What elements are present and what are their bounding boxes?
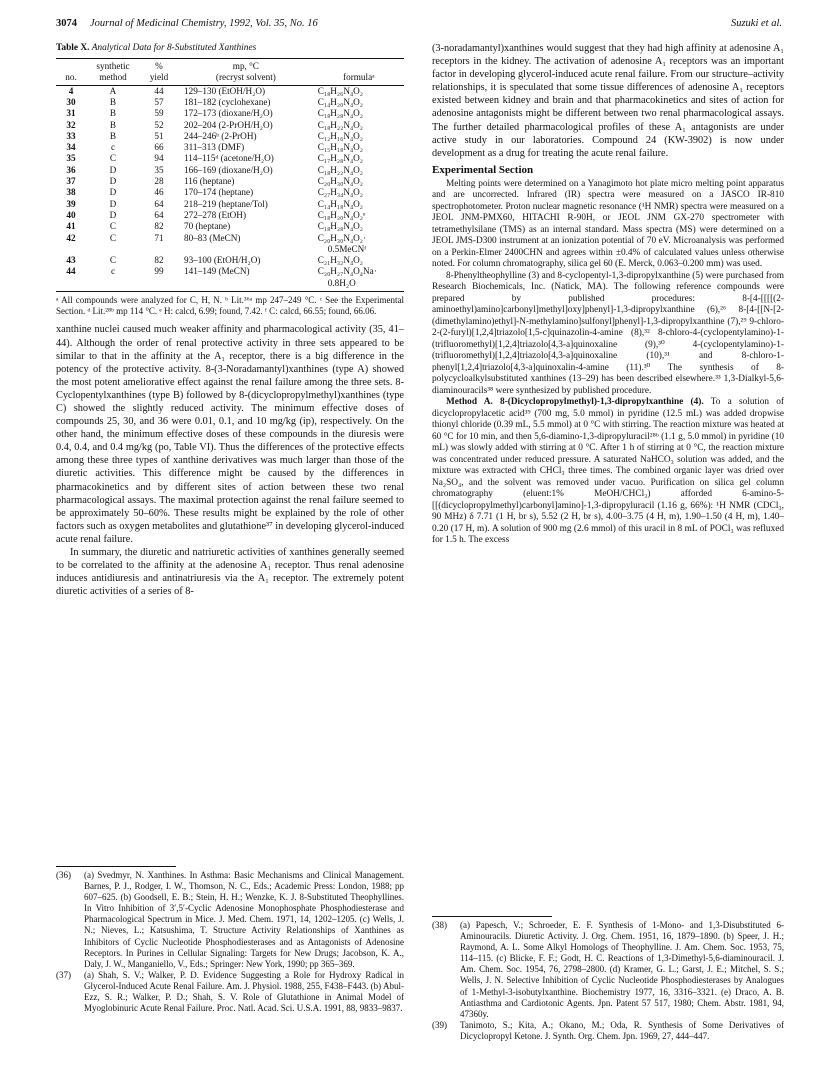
cell-method: c <box>110 142 116 153</box>
paragraph: In summary, the diuretic and natriuretic activities of xanthines generally seemed to be correlated to the affinity at the adenosine A₁ receptor. Thus renal adenosine induces antidiuresis and antinatriuresis via the A₁ receptor. The extremely potent diuretic activities of a series of 8- <box>56 547 404 598</box>
cell-formula: C₁₄H₁₈N₄O₂ <box>317 198 364 209</box>
th-no-blank <box>56 59 86 73</box>
table-row <box>56 233 404 244</box>
cell-compound-no: 37 <box>66 176 76 187</box>
paragraph: (3-noradamantyl)xanthines would suggest that they had high affinity at adenosine A₁ receptors in the kidney. The activation of adenosine A₁ receptors was an important factor in developing glycerol-induced acute renal failure. From our structure–activity relationships, it is speculated that some tissue differences of adenosine A₁ receptors existed between kidney and brain and that pharmacokinetics and sites of action for adenosine antagonists might be different between two renal pharmacological assays. The further detailed pharmacological profiles of these A₁ antagonists are under active study in our laboratories. Compound 24 (KW-3902) is now under development as a drug for treating the acute renal failure. <box>432 43 784 159</box>
cell-formula: C₂₇H₃₄N₄O₂ <box>317 187 364 198</box>
analytical-data-table <box>56 58 404 292</box>
paragraph: xanthine nuclei caused much weaker affinity and pharmacological activity (35, 41–44). Although the order of renal protective activity in three sets appeared to be similar to that in the affinity at the A₁ receptor, there is a big difference in the potency of the protective activity. 8-(3-Noradamantyl)xanthines (type A) showed the most potent ameliorative effect against the renal failure among the three sets. 8-Cyclopentylxanthines (type B) followed by 8-(dicyclopropylmethyl)xanthines (type C) showed the slightly reduced activity. The minimum effective doses of compounds 25, 30, and 36 were 0.01, 0.1, and 10 mg/kg (ip), respectively. On the other hand, the minimum effective doses of these compounds in the diuresis were 0.4, 0.4, and 0.4 mg/kg (po, Table VI). Thus the differences of the protective effects among these three types of xanthine derivatives was much larger than those of the diuretic activities. This difference might be caused by the differences in pharmacokinetics and by different sites of action between these two renal pharmacological assays. The maximal protection against the renal failure seemed to be approximately 50–60%. These results might be explained by the role of other factors such as oxygen metabolites and glutathione³⁷ in developing glycerol-induced acute renal failure. <box>56 324 404 545</box>
reference-item <box>432 920 784 1020</box>
cell-compound-no: 44 <box>66 266 76 277</box>
cell-method: C <box>109 255 117 266</box>
cell-empty <box>178 244 314 255</box>
method-text: To a solution of dicyclopropylacetic acid³⁹ (700 mg, 5.0 mmol) in pyridine (12.5 mL) was added dropwise thionyl chloride (0.39 mL, 5.5 mmol) at 0 °C with stirring. The reaction mixture was heated at 60 °C for 10 min, and then 5,6-diamino-1,3-dipropyluracil²⁸ᵇ (1.1 g, 5.0 mmol) in pyridine (10 mL) was slowly added with stirring at 0 °C. After 1 h of stirring at 0 °C, the reaction mixture was concentrated under reduced pressure. A saturated NaHCO₃ solution was added, and the mixture was extracted with CHCl₃ three times. The combined organic layer was dried over Na₂SO₄, and the solvent was removed under vacuo. Purification on silica gel column chromatography (eluent:1% MeOH/CHCl₃) afforded 6-amino-5-[[(dicyclopropylmethyl)carbonyl]amino]-1,3-dipropyluracil (1.16 g, 66%): ¹H NMR (CDCl₃, 90 MHz) δ 7.71 (1 H, br s), 5.52 (2 H, br s), 4.00–3.75 (4 H, m), 1.90–1.50 (4 H, m), 1.40–0.20 (17 H, m). A solution of 900 mg (2.6 mmol) of this uracil in 8 mL of POCl₃ was refluxed for 1.5 h. The excess <box>432 397 785 546</box>
table-caption <box>56 42 404 55</box>
table-body <box>56 85 404 291</box>
cell-yield: 99 <box>154 266 164 277</box>
cell-method: B <box>109 119 117 130</box>
cell-mp: 202–204 (2-PrOH/H₂O) <box>184 119 273 130</box>
cell-compound-no: 32 <box>66 119 76 130</box>
cell-yield: 64 <box>154 198 164 209</box>
reference-text: (a) Shah, S. V.; Walker, P. D. Evidence Suggesting a Role for Hydroxy Radical in Glycerol-Induced Acute Renal Failure. Am. J. Physiol. 1988, 255, F438–F443. (b) Abul-Ezz, S. R.; Walker, P. D.; Shah, S. V. Role of Glutathione in Animal Model of Myoglobinuric Acute Renal Failure. Proc. Natl. Acad. Sci. U.S.A. 1991, 88, 9833–9837. <box>84 969 404 1014</box>
cell-method: B <box>109 130 117 141</box>
table-row <box>56 210 404 221</box>
cell-mp: 170–174 (heptane) <box>184 187 254 198</box>
cell-formula: C₁₈H₂₀N₄O₂ᵉ <box>317 209 366 220</box>
left-column <box>56 42 404 598</box>
cell-mp: 172–173 (dioxane/H₂O) <box>184 108 273 119</box>
table-label: Table X. <box>56 43 90 53</box>
table-row <box>56 176 404 187</box>
cell-mp: 244–246ᵇ (2-PrOH) <box>184 130 257 141</box>
cell-yield: 44 <box>154 85 164 96</box>
cell-compound-no: 36 <box>66 164 76 175</box>
cell-mp: 141–149 (MeCN) <box>184 266 250 277</box>
cell-method: D <box>109 164 117 175</box>
cell-compound-no: 38 <box>66 187 76 198</box>
cell-formula: C₁₈H₂₂N₄O₂ <box>317 119 364 130</box>
th-mp-line2: (recryst solvent) <box>178 72 314 85</box>
paragraph: 8-Phenyltheophylline (3) and 8-cyclopentyl-1,3-dipropylxanthine (5) were purchased from Research Biochemicals, Inc. (Natick, MA). The following reference compounds were prepared by published procedures: 8-[4-[[[[(2-aminoethyl)amino]carbonyl]methyl]oxy]phenyl]-1,3-dipropylxanthine (6),²⁶ 8-[4-[[N-[2-(dimethylamino)ethyl]-N-methylamino]sulfonyl]phenyl]-1,3-dipropylxanthine (7),²⁹ 9-chloro-2-(2-furyl)[1,2,4]triazolo[1,5-c]quinazolin-4-amine (8),³² 8-chloro-4-(cyclopentylamino)-1-(trifluoromethyl)[1,2,4]triazolo[4,3-a]quinoxaline (9),³⁰ 4-(cyclopentylamino)-1-(trifluoromethyl)[1,2,4]triazolo[4,3-a]quinoxaline (10),³¹ and 8-chloro-1-phenyl[1,2,4]triazolo[4,3-a]quinoxalin-4-amine (11).³⁰ The synthesis of 8-polycycloalkylsubstituted xanthines (13–29) has been described elsewhere.³³ 1,3-Dialkyl-5,6-diaminouracils³⁸ were synthesized by published procedure. <box>432 270 784 396</box>
reference-item <box>56 970 404 1014</box>
cell-method: A <box>109 85 117 96</box>
cell-compound-no: 42 <box>66 232 76 243</box>
th-mp-line1: mp, °C <box>178 59 314 73</box>
th-formula-blank <box>314 59 404 73</box>
reference-number: (39) <box>432 1019 447 1030</box>
cell-formula: C₁₈H₂₈N₄O₂ <box>317 108 364 119</box>
running-authors: Suzuki et al. <box>730 18 782 29</box>
cell-yield: 64 <box>154 209 164 220</box>
cell-yield: 35 <box>154 164 164 175</box>
cell-yield: 82 <box>154 255 164 266</box>
table-row-continuation <box>56 278 404 292</box>
cell-empty <box>56 278 86 292</box>
cell-mp: 116 (heptane) <box>184 176 235 187</box>
cell-empty <box>56 244 86 255</box>
cell-method: C <box>109 153 117 164</box>
section-heading: Experimental Section <box>432 163 534 176</box>
method-heading: Method A. 8-(Dicyclopropylmethyl)-1,3-dipropylxanthine (4). <box>446 397 704 408</box>
cell-yield: 46 <box>154 187 164 198</box>
table-row <box>56 131 404 142</box>
cell-formula: C₁₈H₂₆N₄O₂ <box>317 85 364 96</box>
reference-text: (a) Papesch, V.; Schroeder, E. F. Synthesis of 1-Mono- and 1,3-Disubstituted 6-Aminouracils. Diuretic Activity. J. Org. Chem. 1951, 16, 1879–1890. (b) Speer, J. H.; Raymond, A. L. Some Alkyl Homologs of Theophylline. J. Am. Chem. Soc. 1953, 75, 114–115. (c) Blicke, F. F.; Godt, H. C. Reactions of 1,3-Dimethyl-5,6-diaminouracil. J. Am. Chem. Soc. 1954, 76, 2798–2800. (d) Kramer, G. L.; Garst, J. E.; Mitchel, S. S.; Wells, J. N. Selective Inhibition of Cyclic Nucleotide Phosphodiesterases by Analogues of 1-Methyl-3-isobutylxanthine. Biochemistry 1977, 16, 3316–3321. (e) Draco, A. B. Antiasthma and Cardiotonic Agents. Jpn. Patent 57 517, 1980; Chem. Abstr. 1981, 94, 47360y. <box>460 920 784 1019</box>
table-row <box>56 187 404 198</box>
paragraph <box>432 397 784 547</box>
reference-item <box>432 1020 784 1042</box>
cell-formula: C₁₈H₂₂N₄O₂ <box>317 164 364 175</box>
reference-text: Tanimoto, S.; Kita, A.; Okano, M.; Oda, R. Synthesis of Some Derivatives of Dicyclopropyl Ketone. J. Synth. Org. Chem. Jpn. 1969, 27, 444–447. <box>460 1019 784 1041</box>
cell-method: C <box>109 221 117 232</box>
cell-method: B <box>109 108 117 119</box>
th-method-line2: method <box>86 72 140 85</box>
cell-empty <box>178 278 314 292</box>
table-row <box>56 266 404 277</box>
cell-yield: 51 <box>154 130 164 141</box>
table-row <box>56 85 404 97</box>
cell-method: D <box>109 176 117 187</box>
cell-mp: 93–100 (EtOH/H₂O) <box>184 255 261 266</box>
cell-compound-no: 31 <box>66 108 76 119</box>
table-title: Analytical Data for 8-Substituted Xanthines <box>89 43 257 53</box>
cell-method: B <box>109 96 117 107</box>
cell-formula: C₁₄H₂₀N₄O₂ <box>317 96 364 107</box>
table-row <box>56 153 404 164</box>
cell-yield: 59 <box>154 108 164 119</box>
cell-mp: 272–278 (EtOH) <box>184 209 247 220</box>
cell-mp: 129–130 (EtOH/H₂O) <box>184 85 266 96</box>
th-formula: formulaᵃ <box>314 72 404 85</box>
right-column <box>432 42 784 547</box>
footnote-rule <box>56 866 176 867</box>
cell-yield: 71 <box>154 232 164 243</box>
cell-formula: C₂₀H₃₀N₄O₂· <box>317 232 367 243</box>
cell-compound-no: 34 <box>66 142 76 153</box>
right-references <box>432 916 784 1042</box>
table-row <box>56 108 404 119</box>
left-references <box>56 866 404 1014</box>
cell-yield: 28 <box>154 176 164 187</box>
cell-compound-no: 30 <box>66 96 76 107</box>
th-method-line1: synthetic <box>86 59 140 73</box>
cell-empty <box>86 244 140 255</box>
th-yield-line2: yield <box>140 72 178 85</box>
cell-formula: C₂₀H₃₀N₄O₂ <box>317 176 364 187</box>
cell-yield: 52 <box>154 119 164 130</box>
cell-compound-no: 39 <box>66 198 76 209</box>
cell-empty <box>140 278 178 292</box>
cell-formula: C₂₁H₃₂N₄O₂ <box>317 255 364 266</box>
cell-method: C <box>109 232 117 243</box>
cell-yield: 66 <box>154 142 164 153</box>
footnote-rule <box>432 916 552 917</box>
running-header <box>56 18 782 36</box>
page-number: 3074 <box>56 18 77 29</box>
reference-item <box>56 870 404 970</box>
table-row-continuation <box>56 244 404 255</box>
table-row <box>56 142 404 153</box>
cell-formula: C₁₈H₂₈N₄O₂ <box>317 221 364 232</box>
journal-citation: Journal of Medicinal Chemistry, 1992, Vol. 35, No. 16 <box>90 18 318 29</box>
table-row <box>56 199 404 210</box>
cell-mp: 218–219 (heptane/Tol) <box>184 198 268 209</box>
paragraph: Melting points were determined on a Yanagimoto hot plate micro melting point apparatus and are uncorrected. Infrared (IR) spectra were measured on a JASCO IR-810 spectrophotometer. Proton nuclear magnetic resonance (¹H NMR) spectra were measured on a JEOL JNM-PMX60, HITACHI R-90H, or JEOL JNM GX-270 spectrometer with tetramethylsilane (TMS) as an internal standard. Mass spectra (MS) were determined on a JEOL JMS-D300 instrument at an ionization potential of 70 eV. Microanalysis was performed on a Perkin-Elmer 2400CHN and agrees within ±0.4% of calculated values unless otherwise noted. For column chromatography, silica gel 60 (E. Merck, 0.063–0.200 mm) was used. <box>432 178 784 270</box>
cell-compound-no: 41 <box>66 221 76 232</box>
th-yield-line1: % <box>140 59 178 73</box>
table-row <box>56 120 404 131</box>
cell-empty <box>86 278 140 292</box>
cell-method: D <box>109 187 117 198</box>
cell-method: c <box>110 266 116 277</box>
cell-formula: C₁₂H₁₆N₄O₂ <box>317 130 364 141</box>
experimental-text <box>432 179 784 547</box>
table-row <box>56 97 404 108</box>
cell-method: D <box>109 198 117 209</box>
cell-yield: 94 <box>154 153 164 164</box>
reference-number: (38) <box>432 920 447 930</box>
cell-mp: 80–83 (MeCN) <box>184 232 241 243</box>
cell-compound-no: 33 <box>66 130 76 141</box>
table-row <box>56 255 404 266</box>
table-footnotes: ᵃ All compounds were analyzed for C, H, N. ᵇ Lit.³⁶ᵃ mp 247–249 °C. ᶜ See the Experimental Section. ᵈ Lit.²⁸ᵇ mp 114 °C. ᵉ H: calcd, 6.99; found, 7.42. ᶠ C: calcd, 66.55; found, 66.06. <box>56 295 404 317</box>
cell-yield: 82 <box>154 221 164 232</box>
cell-formula-continued: 0.5MeCNᶠ <box>327 243 367 254</box>
left-body-text <box>56 323 404 598</box>
table-row <box>56 165 404 176</box>
cell-compound-no: 43 <box>66 255 76 266</box>
cell-yield: 57 <box>154 96 164 107</box>
cell-formula: C₂₀H₂₇N₄O₄Na· <box>317 266 377 277</box>
cell-method: D <box>109 209 117 220</box>
reference-text: (a) Svedmyr, N. Xanthines. In Asthma: Basic Mechanisms and Clinical Management. Barnes, P. J., Rodger, I. W., Thomson, N. C., Eds.; Academic Press: London, 1988; pp 607–625. (b) Goodsell, E. B.; Stein, H. H.; Wenzke, K. J. 8-Substituted Theophyllines. In Vitro Inhibition of 3′,5′-Cyclic Adenosine Monophosphate Phosphodiesterase and Pharmacological Spectrum in Mice. J. Med. Chem. 1971, 14, 1202–1205. (c) Wells, J. N.; Nieves, L.; Katsushima, T. Structure Activity Relationships of Xanthines as Inhibitors of Cyclic Nucleotide Phosphodiesterases and as Antagonists of Adenosine Receptors. In Purines in Cellular Signaling: Targets for New Drugs; Jacobson, K. A., Daly, J. W., Manganiello, V., Eds.; Springer: New York, 1990; pp 365–369. <box>84 870 404 969</box>
table-row <box>56 221 404 232</box>
cell-mp: 114–115ᵈ (acetone/H₂O) <box>184 153 274 164</box>
reference-number: (36) <box>56 870 71 880</box>
cell-compound-no: 35 <box>66 153 76 164</box>
cell-formula-continued: 0.8H₂O <box>314 278 404 292</box>
reference-number: (37) <box>56 969 71 980</box>
cell-mp: 311–313 (DMF) <box>184 142 245 153</box>
cell-empty <box>140 244 178 255</box>
cell-mp: 181–182 (cyclohexane) <box>184 96 271 107</box>
cell-compound-no: 40 <box>66 209 76 220</box>
th-no: no. <box>56 72 86 85</box>
cell-formula: C₁₅H₁₈N₄O₂ <box>317 142 364 153</box>
cell-compound-no: 4 <box>68 85 74 96</box>
cell-formula: C₁₇H₂₈N₄O₂ <box>317 153 364 164</box>
cell-mp: 70 (heptane) <box>184 221 231 232</box>
cell-mp: 166–169 (dioxane/H₂O) <box>184 164 273 175</box>
